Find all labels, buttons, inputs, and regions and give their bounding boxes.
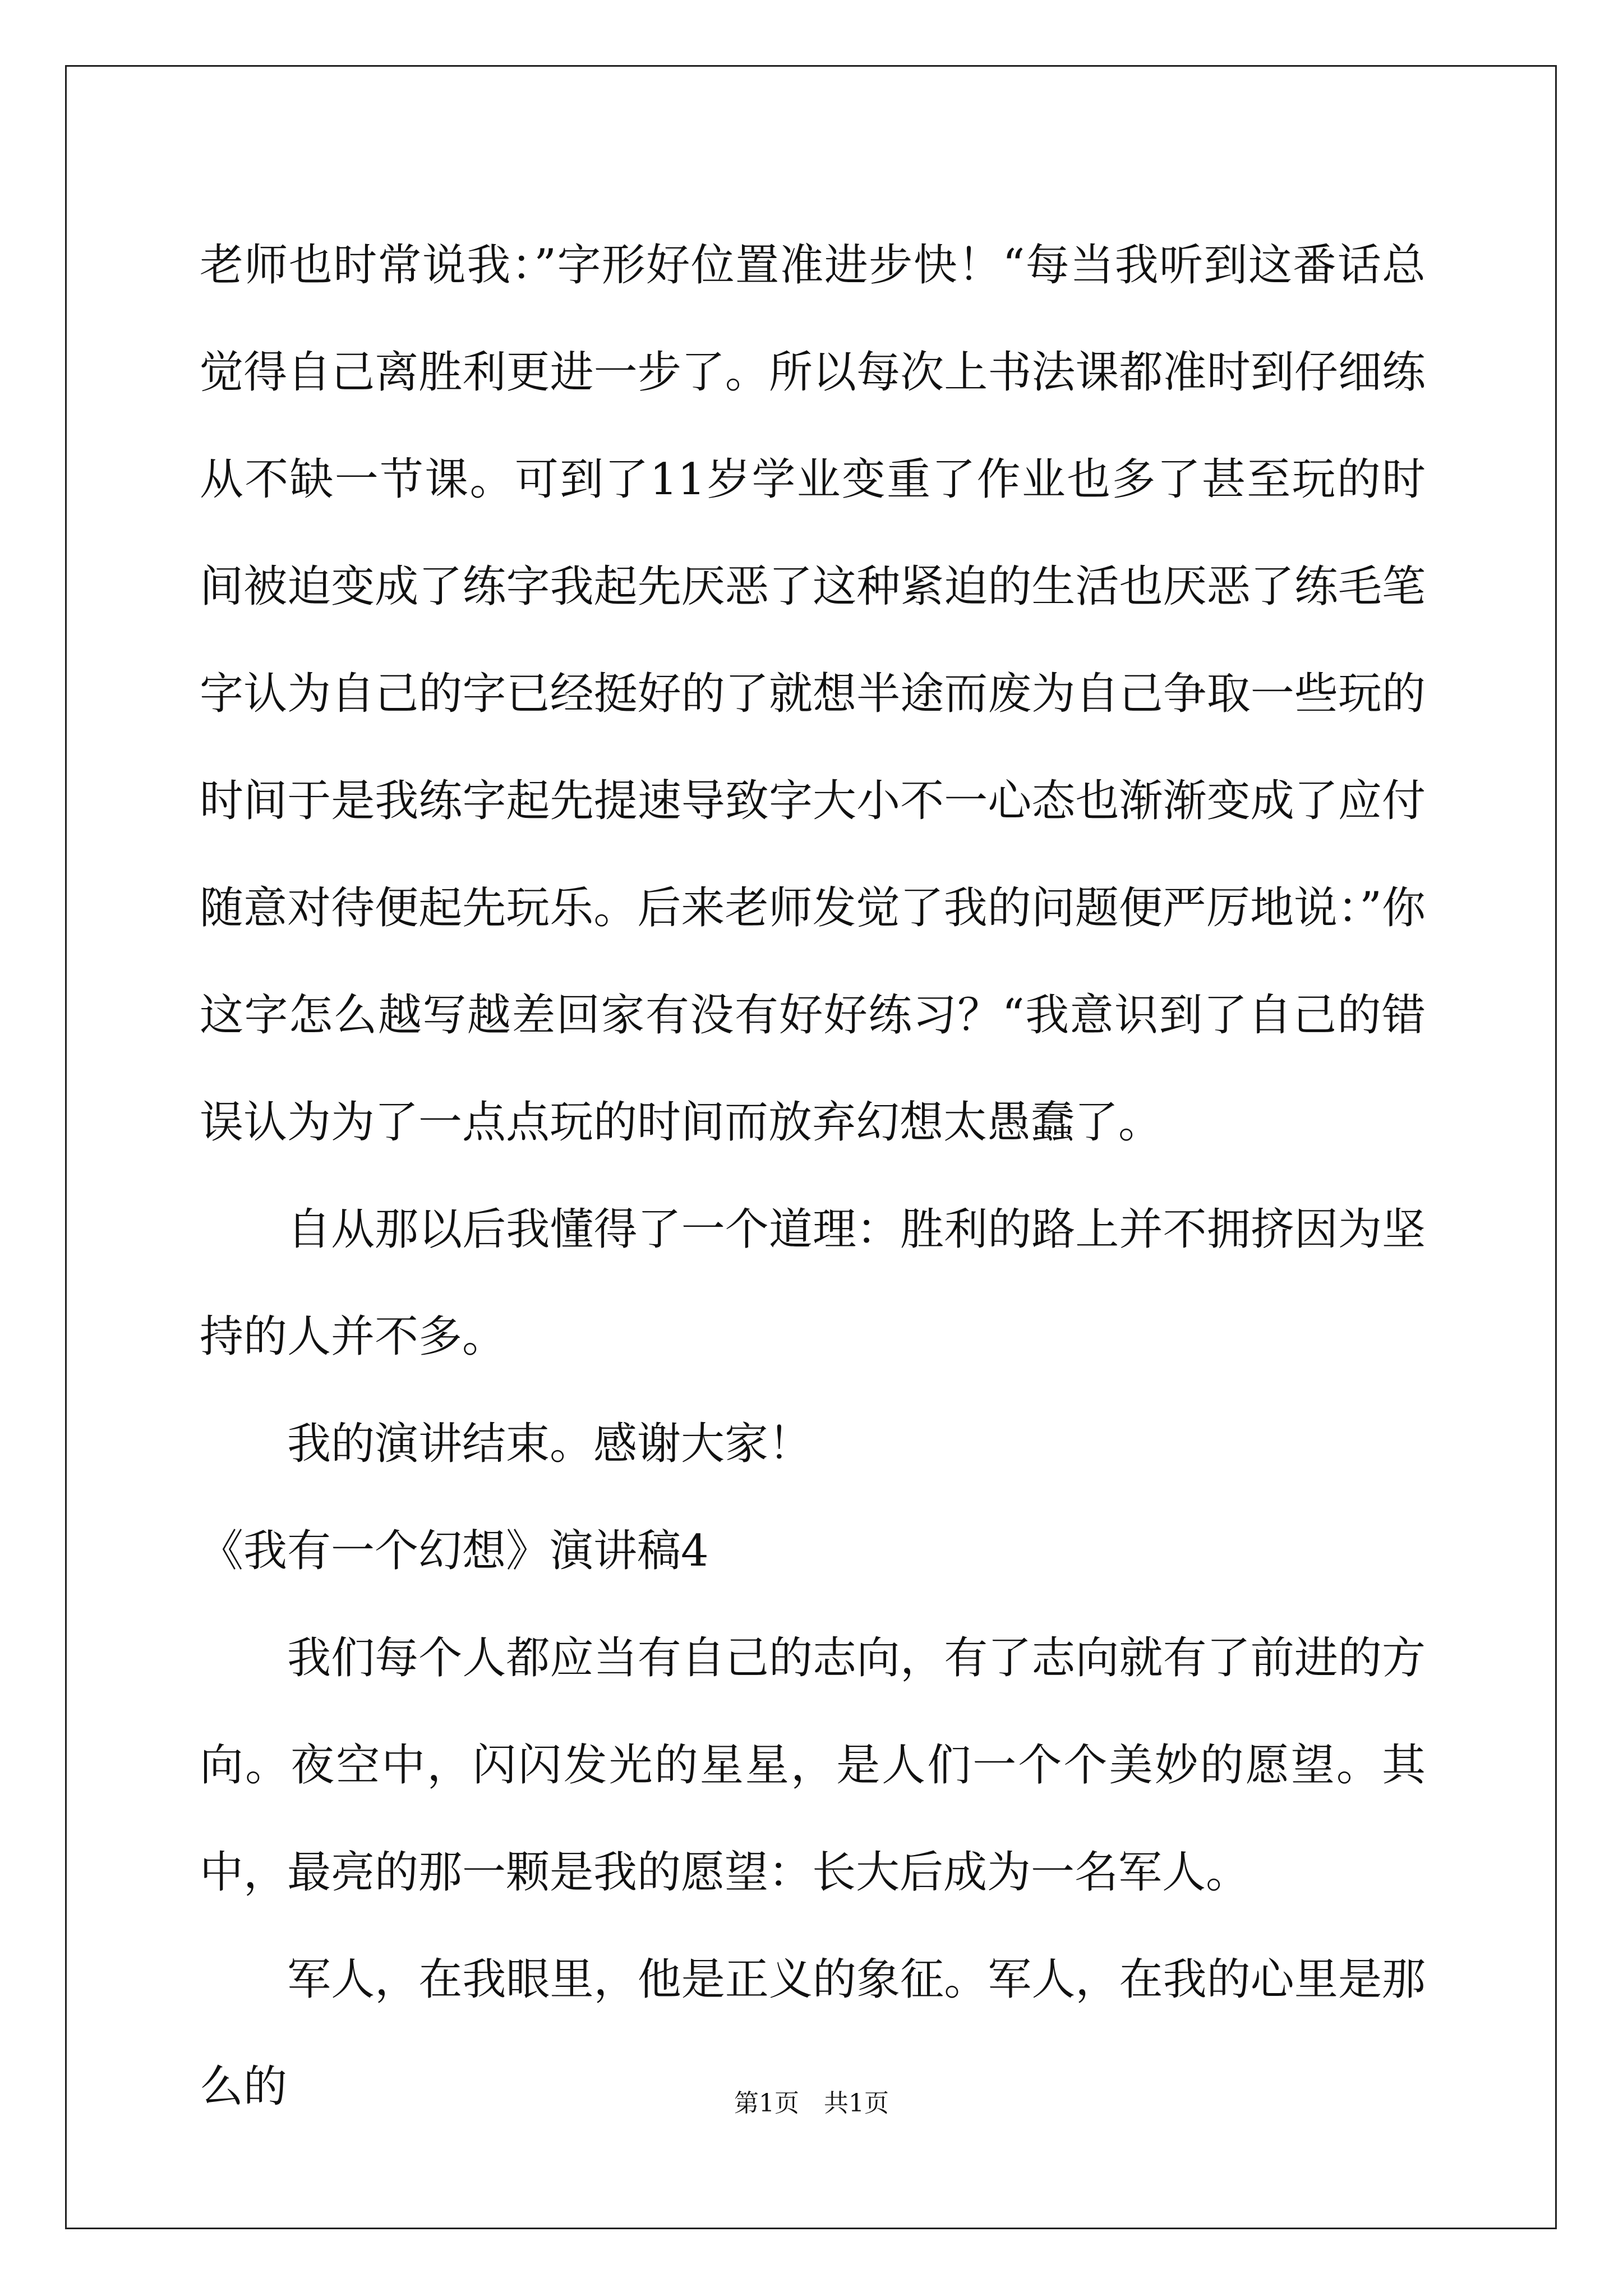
page-footer bbox=[0, 2087, 1623, 2120]
page-number-current: 第1页 bbox=[734, 2089, 799, 2118]
paragraph-2: 自从那以后我懂得了一个道理：胜利的路上并不拥挤因为坚持的人并不多。 bbox=[200, 1204, 1426, 1362]
section-paragraph-1: 我们每个人都应当有自己的志向，有了志向就有了前进的方向。夜空中，闪闪发光的星星，是人们一个个美妙的愿望。其中，最亮的那一颗是我的愿望：长大后成为一名军人。 bbox=[200, 1633, 1426, 1898]
paragraph-1: 老师也时常说我：”字形好位置准进步快！“每当我听到这番话总觉得自己离胜利更进一步了。所以每次上书法课都准时到仔细练从不缺一节课。可到了11岁学业变重了作业也多了甚至玩的时间被迫变成了练字我起先厌恶了这种紧迫的生活也厌恶了练毛笔字认为自己的字已经挺好的了就想半途而废为自己争取一些玩的时间于是我练字起先提速导致字大小不一心态也渐渐变成了应付随意对待便起先玩乐。后来老师发觉了我的问题便严厉地说：”你这字怎么越写越差回家有没有好好练习？“我意识到了自己的错误认为为了一点点玩的时间而放弃幻想太愚蠢了。 bbox=[200, 240, 1426, 1148]
section-title: 《我有一个幻想》演讲稿4 bbox=[200, 1526, 709, 1576]
page-number-total: 共1页 bbox=[824, 2089, 889, 2118]
paragraph-3: 我的演讲结束。感谢大家！ bbox=[287, 1419, 813, 1469]
section-paragraph-2: 军人，在我眼里，他是正义的象征。军人，在我的心里是那么的 bbox=[200, 1954, 1426, 2112]
document-body bbox=[200, 212, 1426, 2141]
